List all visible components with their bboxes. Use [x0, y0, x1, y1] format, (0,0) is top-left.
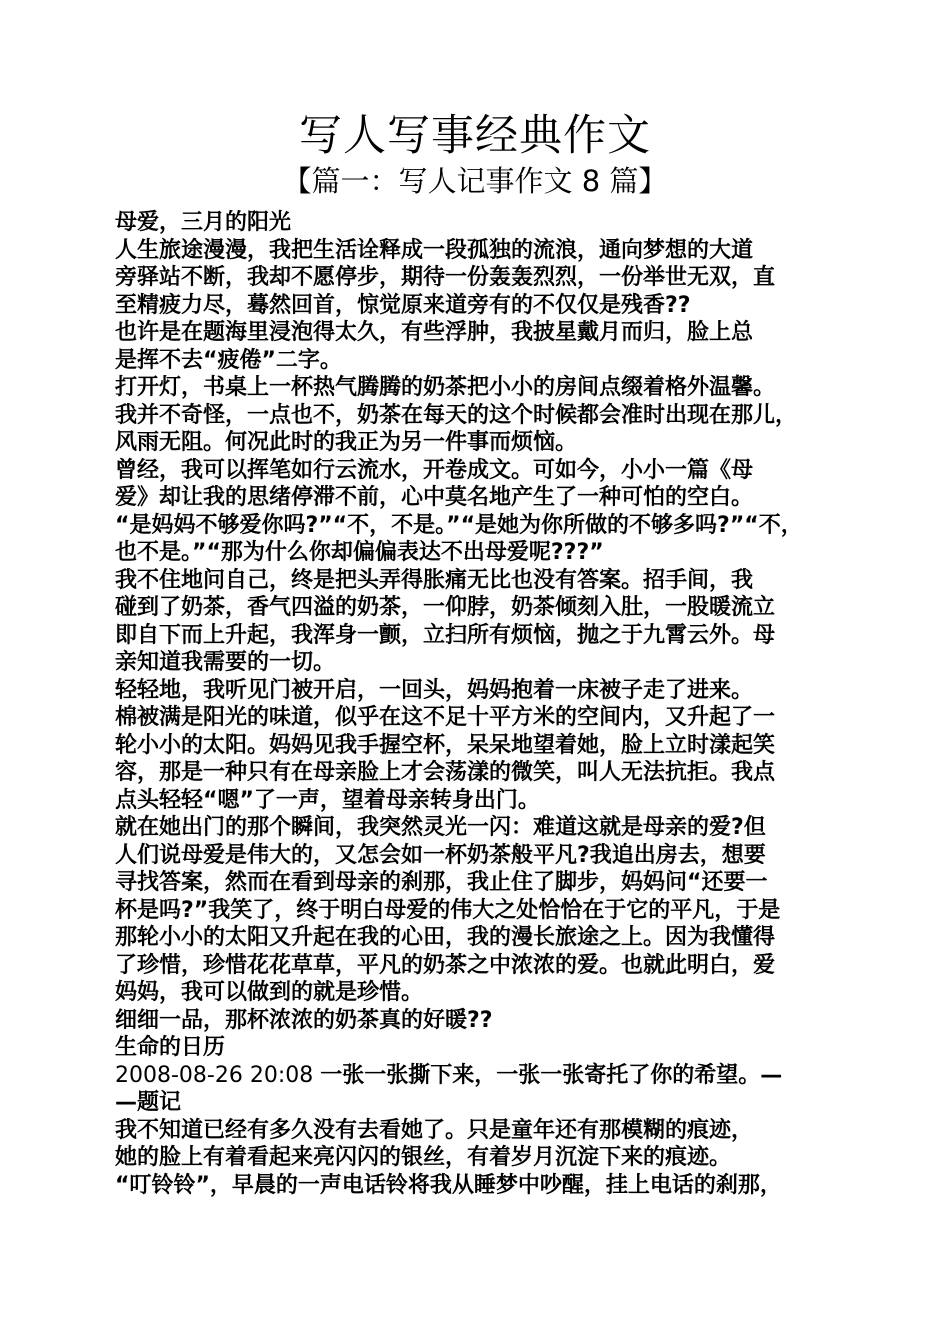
text-line: 了珍惜，珍惜花花草草，平凡的奶茶之中浓浓的爱。也就此明白，爱: [115, 952, 776, 978]
text-line: 是挥不去“疲倦”二字。: [115, 347, 342, 373]
text-line: 也许是在题海里浸泡得太久，有些浮肿，我披星戴月而归，脸上总: [115, 320, 754, 345]
text-line: 至精疲力尽，蓦然回首，惊觉原来道旁有的不仅仅是残香??: [115, 292, 691, 318]
text-line: 容，那是一种只有在母亲脸上才会荡漾的微笑，叫人无法抗拒。我点: [115, 760, 776, 785]
text-line: “叮铃铃”，早晨的一声电话铃将我从睡梦中吵醒，挂上电话的刹那，: [115, 1172, 782, 1198]
document-title: 写人写事经典作文: [299, 111, 651, 161]
text-line: 人们说母爱是伟大的，又怎会如一杯奶茶般平凡?我追出房去，想要: [115, 842, 766, 868]
text-line: 轮小小的太阳。妈妈见我手握空杯，呆呆地望着她，脸上立时漾起笑: [115, 732, 776, 758]
text-line: 她的脸上有着看起来亮闪闪的银丝，有着岁月沉淀下来的痕迹。: [115, 1145, 732, 1170]
text-line: 人生旅途漫漫，我把生活诠释成一段孤独的流浪，通向梦想的大道: [115, 237, 754, 263]
text-line: 亲知道我需要的一切。: [115, 650, 336, 675]
text-line: 我不住地问自己，终是把头弄得胀痛无比也没有答案。招手间，我: [115, 567, 754, 593]
dated-line: [115, 1062, 845, 1090]
text-line: 点头轻轻“嗯”了一声，望着母亲转身出门。: [115, 787, 540, 813]
text-line: 也不是。”“那为什么你却偏偏表达不出母爱呢???”: [115, 540, 604, 565]
document-subtitle: 【篇一：写人记事作文 8 篇】: [282, 164, 668, 198]
text-line: 母爱，三月的阳光: [115, 210, 292, 235]
text-line: 就在她出门的那个瞬间，我突然灵光一闪：难道这就是母亲的爱?但: [115, 815, 766, 840]
text-line: 妈妈，我可以做到的就是珍惜。: [115, 980, 424, 1005]
text-line: 细细一品，那杯浓浓的奶茶真的好暖??: [115, 1007, 493, 1033]
post-timestamp: 2008-08-26 20:08: [115, 1062, 321, 1088]
text-line: 轻轻地，我听见门被开启，一回头，妈妈抱着一床被子走了进来。: [115, 677, 754, 703]
text-line: 风雨无阻。何况此时的我正为另一件事而烦恼。: [115, 430, 578, 455]
text-line: 我并不奇怪，一点也不，奶茶在每天的这个时候都会准时出现在那儿，: [115, 402, 798, 428]
dated-line-text: 一张一张撕下来，一张一张寄托了你的希望。—: [320, 1062, 783, 1088]
text-line: 我不知道已经有多久没有去看她了。只是童年还有那模糊的痕迹，: [115, 1117, 754, 1143]
document-body: [115, 209, 845, 1199]
text-line: 爱》却让我的思绪停滞不前，心中莫名地产生了一种可怕的空白。: [115, 485, 754, 510]
text-line: 那轮小小的太阳又升起在我的心田，我的漫长旅途之上。因为我懂得: [115, 925, 776, 950]
text-line: —题记: [115, 1090, 182, 1115]
text-line: 寻找答案，然而在看到母亲的刹那，我止住了脚步，妈妈问“还要一: [115, 870, 768, 895]
text-line: 碰到了奶茶，香气四溢的奶茶，一仰脖，奶茶倾刻入肚，一股暖流立: [115, 595, 776, 620]
text-line: 即自下而上升起，我浑身一颤，立扫所有烦恼，抛之于九霄云外。母: [115, 622, 776, 648]
text-line: 打开灯，书桌上一杯热气腾腾的奶茶把小小的房间点缀着格外温馨。: [115, 375, 776, 400]
text-line: 旁驿站不断，我却不愿停步，期待一份轰轰烈烈，一份举世无双，直: [115, 265, 776, 290]
text-line: 杯是吗?”我笑了，终于明白母爱的伟大之处恰恰在于它的平凡，于是: [115, 897, 781, 923]
text-line: 棉被满是阳光的味道，似乎在这不足十平方米的空间内，又升起了一: [115, 705, 776, 730]
section-heading: 生命的日历: [115, 1035, 226, 1060]
text-line: “是妈妈不够爱你吗?”“不，不是。”“是她为你所做的不够多吗?”“不，: [115, 512, 803, 538]
text-line: 曾经，我可以挥笔如行云流水，开卷成文。可如今，小小一篇《母: [115, 457, 754, 483]
